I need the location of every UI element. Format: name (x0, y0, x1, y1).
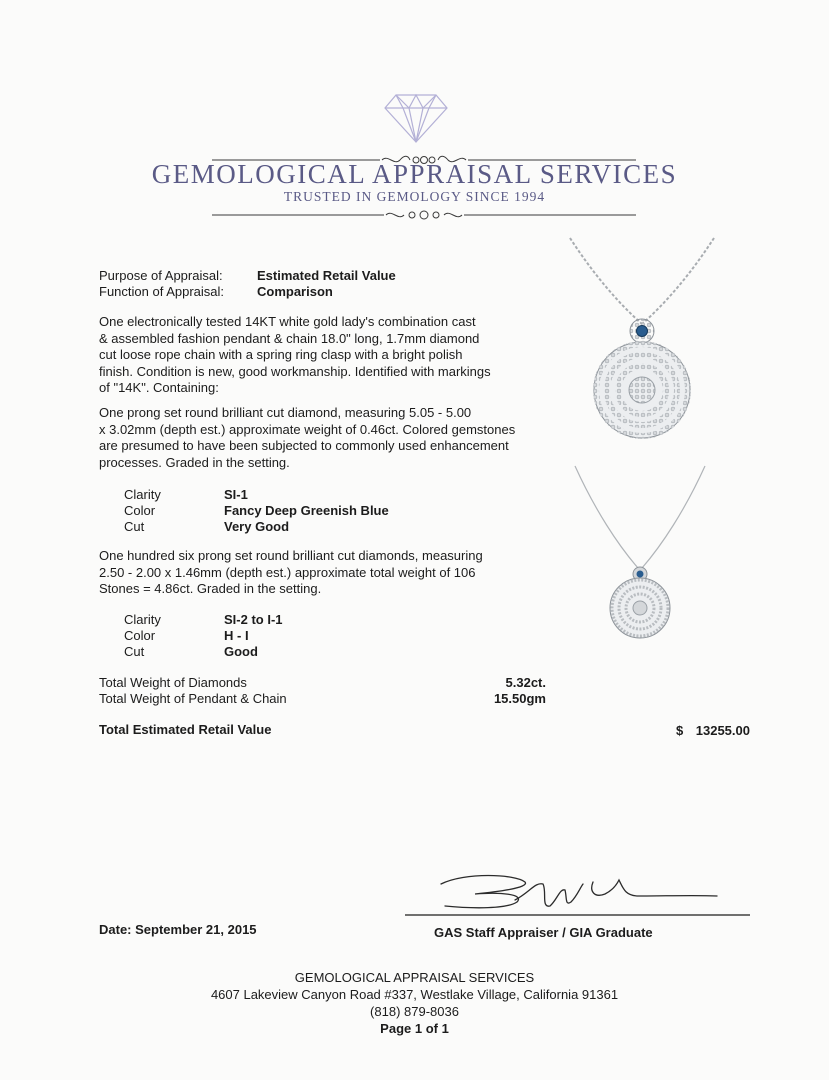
item-description: One electronically tested 14KT white gold lady's combination cast & assembled fashion pendant & chain 18.0" long, 1.7mm diamond cut loose rope chain with a spring ring clasp with a bright polish finish. Condition is new, good workmanship. Identified with markings of "14K". Containing: (99, 314, 491, 395)
stone1-cut-label: Cut (124, 519, 145, 534)
purpose-value: Estimated Retail Value (257, 268, 396, 283)
total-diamonds-label: Total Weight of Diamonds (99, 675, 247, 690)
purpose-label: Purpose of Appraisal: (99, 268, 223, 283)
diamond-logo-icon (383, 92, 449, 144)
company-tagline: TRUSTED IN GEMOLOGY SINCE 1994 (283, 189, 546, 204)
stone1-clarity-value: SI-1 (224, 487, 248, 502)
footer-address: 4607 Lakeview Canyon Road #337, Westlake Village, California 91361 (210, 987, 619, 1002)
appraiser-title: GAS Staff Appraiser / GIA Graduate (434, 925, 653, 940)
pendant-photo-closeup (562, 232, 722, 462)
footer-company: GEMOLOGICAL APPRAISAL SERVICES (294, 970, 535, 985)
function-value: Comparison (257, 284, 333, 299)
header-flourish-bottom (212, 205, 636, 221)
stone1-description: One prong set round brilliant cut diamond, measuring 5.05 - 5.00 x 3.02mm (depth est.) approximate weight of 0.46ct. Colored gemstones are presumed to have been subjected to commonly used enhancement processes. Graded in the setting. (99, 405, 516, 470)
stone2-description: One hundred six prong set round brilliant cut diamonds, measuring 2.50 - 2.00 x 1.46mm (depth est.) approximate total weight of 106 Stones = 4.86ct. Graded in the setting. (99, 548, 483, 596)
function-label: Function of Appraisal: (99, 284, 225, 299)
stone2-color-label: Color (124, 628, 156, 643)
total-pendant-label: Total Weight of Pendant & Chain (99, 691, 287, 706)
appraisal-date: Date: September 21, 2015 (99, 922, 257, 937)
appraiser-signature (405, 862, 755, 922)
stone1-color-label: Color (124, 503, 156, 518)
footer-phone: (818) 879-8036 (370, 1004, 459, 1019)
retail-currency: $ (676, 723, 684, 738)
stone2-clarity-value: SI-2 to I-1 (224, 612, 283, 627)
page-number: Page 1 of 1 (380, 1021, 449, 1036)
pendant-photo-full (570, 460, 710, 650)
stone1-cut-value: Very Good (224, 519, 290, 534)
stone1-clarity-label: Clarity (124, 487, 161, 502)
stone2-cut-value: Good (224, 644, 258, 659)
retail-value-amount: 13255.00 (695, 723, 750, 738)
total-diamonds-value: 5.32ct. (505, 675, 546, 690)
company-name: GEMOLOGICAL APPRAISAL SERVICES (151, 159, 678, 189)
retail-value-label: Total Estimated Retail Value (99, 722, 272, 737)
total-pendant-value: 15.50gm (493, 691, 546, 706)
stone1-color-value: Fancy Deep Greenish Blue (224, 503, 389, 518)
stone2-color-value: H - I (224, 628, 249, 643)
stone2-clarity-label: Clarity (124, 612, 161, 627)
stone2-cut-label: Cut (124, 644, 145, 659)
